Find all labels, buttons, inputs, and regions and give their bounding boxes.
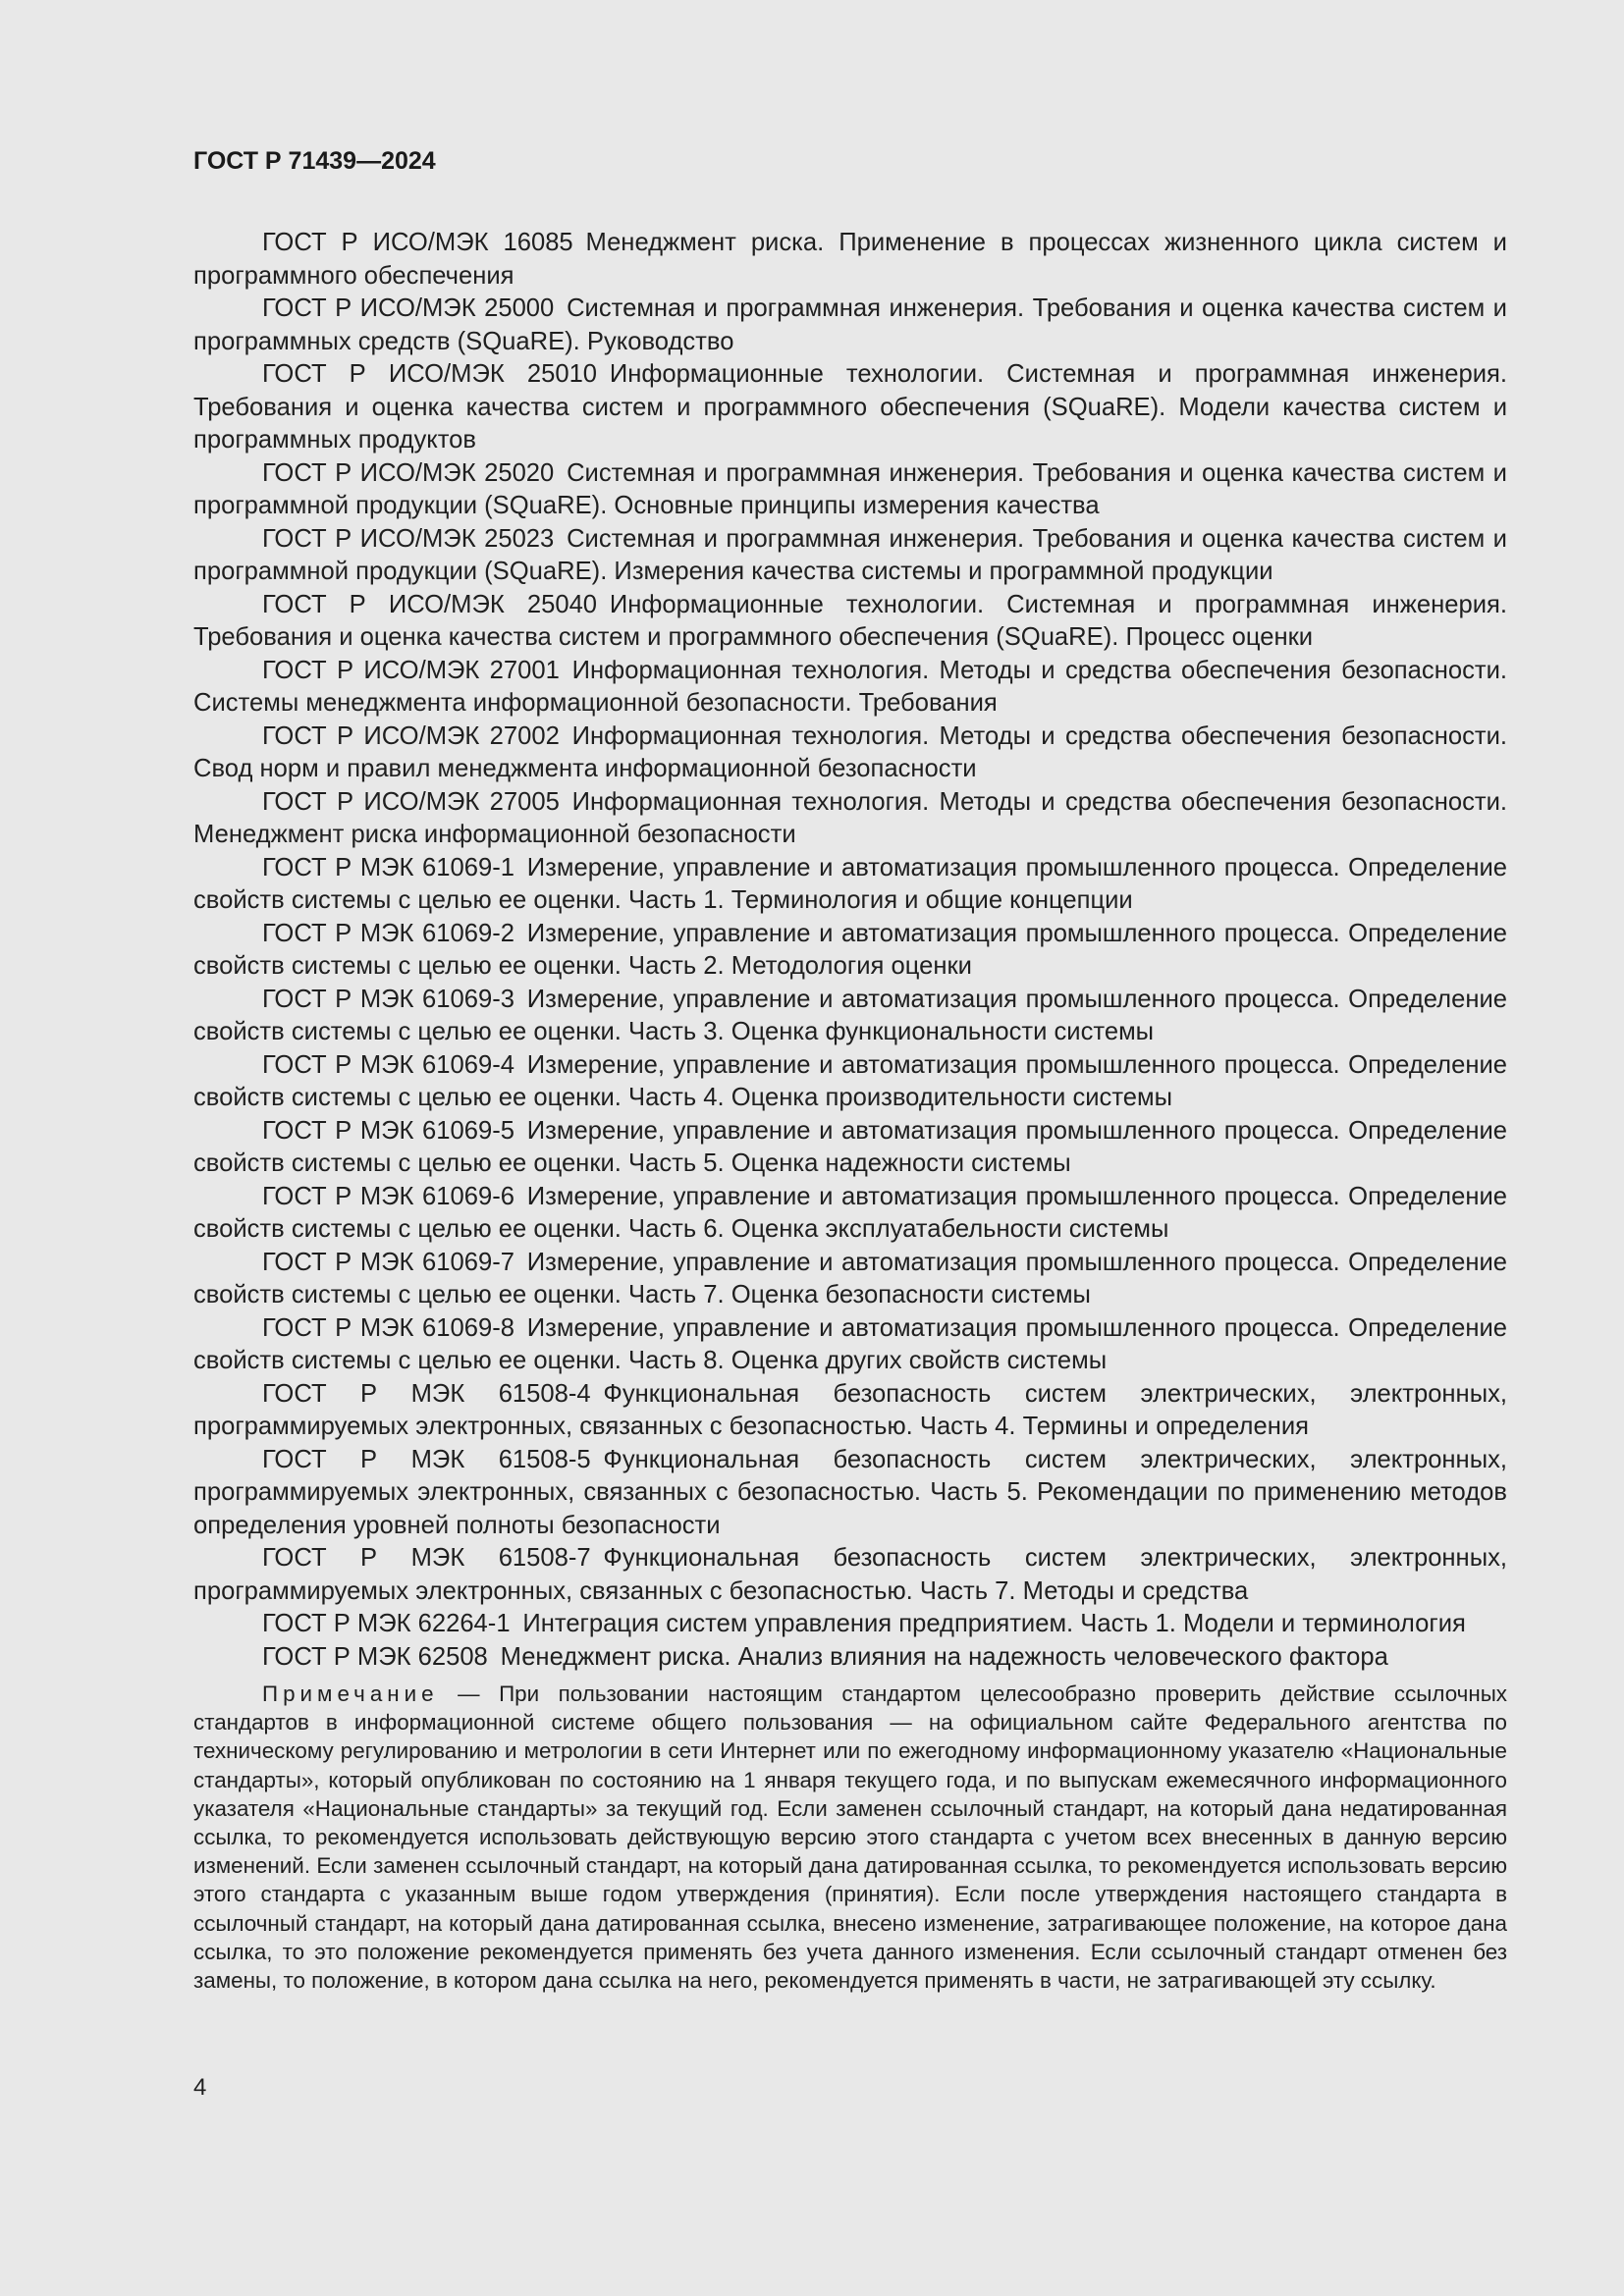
reference-code: ГОСТ Р МЭК 61069-6 [262, 1182, 514, 1210]
reference-title: Измерение, управление и автоматизация промышленного процесса. Определение свойств системы с целью ее оценки. Часть 1. Терминология и общие концепции [193, 853, 1507, 914]
reference-title: Измерение, управление и автоматизация промышленного процесса. Определение свойств системы с целью ее оценки. Часть 2. Методология оценки [193, 919, 1507, 980]
note-label: Примечание [262, 1682, 439, 1706]
note-paragraph [193, 1680, 1507, 1995]
reference-code: ГОСТ Р ИСО/МЭК 16085 [262, 229, 573, 256]
reference-code: ГОСТ Р ИСО/МЭК 25000 [262, 294, 555, 322]
reference-item [193, 589, 1507, 655]
reference-code: ГОСТ Р ИСО/МЭК 25023 [262, 524, 555, 553]
reference-title: Интеграция систем управления предприятием. Часть 1. Модели и терминология [522, 1610, 1466, 1637]
reference-code: ГОСТ Р МЭК 62508 [262, 1642, 488, 1671]
reference-item [193, 523, 1507, 589]
reference-code: ГОСТ Р МЭК 62264-1 [262, 1610, 511, 1637]
reference-item [193, 1608, 1507, 1641]
reference-title: Системная и программная инженерия. Требования и оценка качества систем и программной продукции (SQuaRE). Измерения качества системы и программной продукции [193, 524, 1507, 585]
reference-code: ГОСТ Р МЭК 61069-4 [262, 1050, 514, 1079]
reference-title: Функциональная безопасность систем электрических, электронных, программируемых электронных, связанных с безопасностью. Часть 4. Термины и определения [193, 1379, 1507, 1440]
reference-title: Измерение, управление и автоматизация промышленного процесса. Определение свойств системы с целью ее оценки. Часть 7. Оценка безопасности системы [193, 1248, 1507, 1308]
reference-title: Функциональная безопасность систем электрических, электронных, программируемых электронных, связанных с безопасностью. Часть 5. Рекомендации по применению методов определения уровней полноты безопасности [193, 1445, 1507, 1539]
reference-title: Системная и программная инженерия. Требования и оценка качества систем и программных средств (SQuaRE). Руководство [193, 294, 1507, 355]
reference-title: Информационная технология. Методы и средства обеспечения безопасности. Менеджмент риска информационной безопасности [193, 787, 1507, 848]
reference-item [193, 457, 1507, 523]
reference-title: Измерение, управление и автоматизация промышленного процесса. Определение свойств системы с целью ее оценки. Часть 8. Оценка других свойств системы [193, 1313, 1507, 1374]
reference-code: ГОСТ Р МЭК 61069-1 [262, 853, 514, 881]
reference-item [193, 918, 1507, 984]
reference-item [193, 227, 1507, 293]
reference-title: Информационные технологии. Системная и программная инженерия. Требования и оценка качества систем и программного обеспечения (SQuaRE). Модели качества систем и программных продуктов [193, 360, 1507, 454]
reference-item [193, 358, 1507, 457]
running-header: ГОСТ Р 71439—2024 [193, 147, 436, 175]
reference-title: Измерение, управление и автоматизация промышленного процесса. Определение свойств системы с целью ее оценки. Часть 6. Оценка эксплуатабельности системы [193, 1182, 1507, 1243]
reference-item [193, 1115, 1507, 1181]
reference-code: ГОСТ Р МЭК 61508-5 [262, 1445, 591, 1473]
reference-code: ГОСТ Р ИСО/МЭК 27005 [262, 787, 560, 816]
reference-code: ГОСТ Р ИСО/МЭК 27002 [262, 721, 560, 750]
reference-title: Измерение, управление и автоматизация промышленного процесса. Определение свойств системы с целью ее оценки. Часть 3. Оценка функциональности системы [193, 985, 1507, 1045]
reference-title: Измерение, управление и автоматизация промышленного процесса. Определение свойств системы с целью ее оценки. Часть 5. Оценка надежности системы [193, 1116, 1507, 1177]
reference-code: ГОСТ Р МЭК 61508-4 [262, 1379, 591, 1408]
reference-item [193, 1181, 1507, 1247]
reference-title: Информационная технология. Методы и средства обеспечения безопасности. Свод норм и правил менеджмента информационной безопасности [193, 721, 1507, 782]
reference-item [193, 293, 1507, 358]
reference-item [193, 852, 1507, 918]
reference-code: ГОСТ Р ИСО/МЭК 25040 [262, 590, 598, 618]
reference-title: Информационные технологии. Системная и программная инженерия. Требования и оценка качества систем и программного обеспечения (SQuaRE). Процесс оценки [193, 590, 1507, 651]
reference-code: ГОСТ Р МЭК 61069-2 [262, 919, 514, 947]
note-text: — При пользовании настоящим стандартом целесообразно проверить действие ссылочных стандартов в информационной системе общего пользования — на официальном сайте Федерального агентства по техническому регулированию и метрологии в сети Интернет или по ежегодному информационному указателю «Национальные стандарты», который опубликован по состоянию на 1 января текущего года, и по выпускам ежемесячного информационного указателя «Национальные стандарты» за текущий год. Если заменен ссылочный стандарт, на который дана недатированная ссылка, то рекомендуется использовать действующую версию этого стандарта с учетом всех внесенных в данную версию изменений. Если заменен ссылочный стандарт, на который дана датированная ссылка, то рекомендуется использовать версию этого стандарта с указанным выше годом утверждения (принятия). Если после утверждения настоящего стандарта в ссылочный стандарт, на который дана датированная ссылка, внесено изменение, затрагивающее положение, на которое дана ссылка, то это положение рекомендуется применять без учета данного изменения. Если ссылочный стандарт отменен без замены, то положение, в котором дана ссылка на него, рекомендуется применять в части, не затрагивающей эту ссылку. [193, 1682, 1508, 1994]
reference-code: ГОСТ Р МЭК 61069-7 [262, 1248, 514, 1276]
reference-title: Менеджмент риска. Применение в процессах жизненного цикла систем и программного обеспечения [193, 229, 1507, 290]
reference-item [193, 721, 1507, 786]
reference-item [193, 1049, 1507, 1115]
reference-item [193, 655, 1507, 721]
reference-title: Менеджмент риска. Анализ влияния на надежность человеческого фактора [500, 1642, 1388, 1671]
reference-code: ГОСТ Р МЭК 61069-5 [262, 1116, 514, 1145]
reference-code: ГОСТ Р МЭК 61069-8 [262, 1313, 514, 1342]
reference-item [193, 1641, 1507, 1675]
page-number: 4 [193, 2074, 207, 2101]
reference-code: ГОСТ Р ИСО/МЭК 25020 [262, 458, 555, 487]
reference-item [193, 1312, 1507, 1378]
reference-code: ГОСТ Р МЭК 61508-7 [262, 1544, 591, 1572]
reference-item [193, 1247, 1507, 1312]
reference-title: Информационная технология. Методы и средства обеспечения безопасности. Системы менеджмента информационной безопасности. Требования [193, 656, 1507, 717]
reference-code: ГОСТ Р ИСО/МЭК 27001 [262, 656, 560, 684]
reference-list [193, 227, 1507, 1674]
reference-title: Функциональная безопасность систем электрических, электронных, программируемых электронных, связанных с безопасностью. Часть 7. Методы и средства [193, 1544, 1507, 1605]
references-section [193, 227, 1507, 2017]
reference-item [193, 1444, 1507, 1543]
reference-item [193, 786, 1507, 852]
reference-item [193, 984, 1507, 1049]
reference-code: ГОСТ Р ИСО/МЭК 25010 [262, 360, 598, 388]
reference-title: Системная и программная инженерия. Требования и оценка качества систем и программной продукции (SQuaRE). Основные принципы измерения качества [193, 458, 1507, 519]
reference-code: ГОСТ Р МЭК 61069-3 [262, 985, 514, 1013]
reference-item [193, 1542, 1507, 1608]
reference-title: Измерение, управление и автоматизация промышленного процесса. Определение свойств системы с целью ее оценки. Часть 4. Оценка производительности системы [193, 1050, 1507, 1111]
reference-item [193, 1378, 1507, 1444]
